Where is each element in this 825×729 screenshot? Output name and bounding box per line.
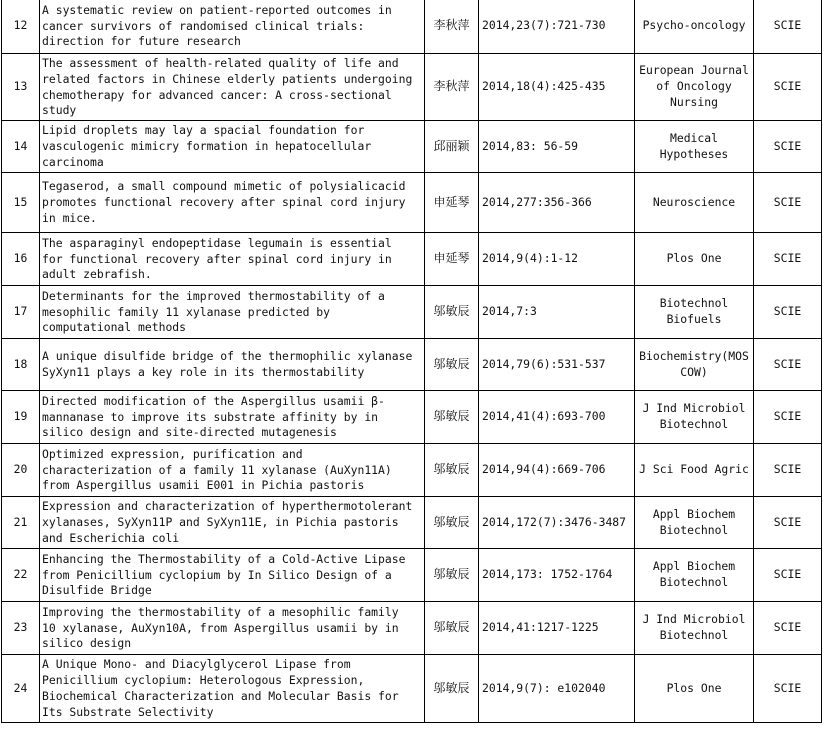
index-type: SCIE [754,549,822,602]
journal [635,54,754,121]
table-row [2,286,822,339]
journal [635,286,754,339]
author: 申延琴 [425,173,479,233]
title-line: SyXyn11 plays a key role in its thermostability [42,365,365,379]
title-line: Biochemical Characterization and Molecular Basis for [42,689,399,703]
journal-line: Biofuels [666,312,722,326]
row-number: 24 [2,655,40,723]
row-number: 13 [2,54,40,121]
title-line: mannanase to improve its substrate affinity by in [42,409,379,424]
journal [635,655,754,723]
title-line: Enhancing the Thermostability of a Cold-Active Lipase [42,551,406,566]
author: 邬敏辰 [425,286,479,339]
title-line: A Unique Mono- and Diacylglycerol Lipase from [42,657,351,672]
journal-line: Biotechnol [659,522,729,537]
journal [635,497,754,549]
journal-line: Nursing [669,94,718,109]
title-line: Tegaserod, a small compound mimetic of polysialicacid [42,179,406,194]
author: 李秋萍 [425,54,479,121]
journal-line: Medical [669,130,718,145]
journal [635,0,754,54]
title-line: A unique disulfide bridge of the thermophilic xylanase [42,349,413,364]
citation: 2014,173: 1752-1764 [479,549,635,602]
journal-line: Appl Biochem [652,506,736,521]
journal [635,233,754,286]
author: 邬敏辰 [425,444,479,497]
title-line: for functional recovery after spinal cord injury in [42,251,392,266]
citation: 2014,9(7): e102040 [479,655,635,723]
journal-line: J Sci Food Agric [639,462,749,477]
title-line: chemotherapy for advanced cancer: A cross-sectional [42,87,392,102]
journal [635,444,754,497]
table-row [2,444,822,497]
table-row [2,602,822,655]
row-number: 20 [2,444,40,497]
title-line: Improving the thermostability of a mesophilic family [42,604,399,619]
author: 李秋萍 [425,0,479,54]
title-line: Directed modification of the Aspergillus usamii β- [42,393,385,408]
title-line: direction for future research [42,34,241,49]
row-number: 17 [2,286,40,339]
journal-line: Psycho-oncology [642,18,746,33]
paper-title [40,173,425,233]
journal [635,391,754,444]
citation: 2014,41:1217-1225 [479,602,635,655]
citation: 2014,23(7):721-730 [479,0,635,54]
title-line: xylanases, SyXyn11P and SyXyn11E, in Pichia pastoris [42,515,399,530]
author: 邬敏辰 [425,339,479,391]
journal-line: Hypotheses [659,146,729,161]
author: 邬敏辰 [425,391,479,444]
journal [635,602,754,655]
index-type: SCIE [754,233,822,286]
table-row [2,121,822,173]
title-line: characterization of a family 11 xylanase (AuXyn11A) [42,462,392,477]
paper-title [40,391,425,444]
row-number: 12 [2,0,40,54]
index-type: SCIE [754,602,822,655]
paper-title [40,339,425,391]
row-number: 15 [2,173,40,233]
row-number: 16 [2,233,40,286]
journal-line: Appl Biochem [652,559,736,574]
title-line: cancer survivors of randomised clinical trials: [42,18,365,33]
author: 邬敏辰 [425,549,479,602]
citation: 2014,41(4):693-700 [479,391,635,444]
author: 邱丽颖 [425,121,479,173]
title-line: silico design [42,636,132,651]
journal-line: Biochemistry(MOS [639,348,749,363]
title-line: The asparaginyl endopeptidase legumain is essential [42,235,392,250]
table-row [2,173,822,233]
row-number: 23 [2,602,40,655]
table-row [2,54,822,121]
paper-title [40,444,425,497]
title-line: and Escherichia coli [42,530,180,545]
paper-title [40,0,425,54]
journal [635,173,754,233]
row-number: 18 [2,339,40,391]
table-row [2,339,822,391]
journal-line: of Oncology [656,79,732,94]
index-type: SCIE [754,655,822,723]
table-row [2,655,822,723]
paper-title [40,655,425,723]
title-line: vasculogenic mimicry formation in hepatocellular [42,139,372,154]
row-number: 19 [2,391,40,444]
paper-title [40,233,425,286]
index-type: SCIE [754,286,822,339]
paper-title [40,54,425,121]
title-line: The assessment of health-related quality of life and [42,55,399,70]
table-row [2,549,822,602]
author: 申延琴 [425,233,479,286]
publication-table [1,0,822,723]
citation: 2014,277:356-366 [479,173,635,233]
row-number: 21 [2,497,40,549]
journal [635,339,754,391]
index-type: SCIE [754,0,822,54]
citation: 2014,7:3 [479,286,635,339]
title-line: Expression and characterization of hyperthermotolerant [42,499,413,514]
author: 邬敏辰 [425,497,479,549]
index-type: SCIE [754,391,822,444]
index-type: SCIE [754,339,822,391]
citation: 2014,9(4):1-12 [479,233,635,286]
journal-line: Biotechnol [659,417,729,431]
index-type: SCIE [754,173,822,233]
title-line: computational methods [42,320,187,335]
paper-title [40,549,425,602]
title-line: mesophilic family 11 xylanase predicted by [42,304,331,319]
journal [635,121,754,173]
journal-line: European Journal [639,63,749,78]
title-line: in mice. [42,210,97,225]
paper-title [40,121,425,173]
row-number: 22 [2,549,40,602]
title-line: from Aspergillus usamii E001 in Pichia pastoris [42,478,365,493]
journal-line: Biotechnol [659,296,729,311]
author: 邬敏辰 [425,655,479,723]
index-type: SCIE [754,54,822,121]
journal-line: Biotechnol [659,575,729,589]
title-line: from Penicillium cyclopium by In Silico Design of a [42,567,392,582]
journal [635,549,754,602]
citation: 2014,79(6):531-537 [479,339,635,391]
title-line: Its Substrate Selectivity [42,704,214,719]
citation: 2014,172(7):3476-3487 [479,497,635,549]
publication-table-body [2,0,822,723]
author: 邬敏辰 [425,602,479,655]
title-line: adult zebrafish. [42,267,152,282]
table-row [2,391,822,444]
row-number: 14 [2,121,40,173]
title-line: 10 xylanase, AuXyn10A, from Aspergillus usamii by in [42,620,399,635]
journal-line: Plos One [666,680,722,695]
table-row [2,233,822,286]
table-row [2,497,822,549]
paper-title [40,497,425,549]
title-line: carcinoma [42,154,104,169]
journal-line: J Ind Microbiol [642,612,746,627]
title-line: silico design and site-directed mutagenesis [42,425,337,440]
title-line: related factors in Chinese elderly patients undergoing [42,71,413,86]
title-line: promotes functional recovery after spinal cord injury [42,195,406,210]
title-line: Lipid droplets may lay a spacial foundation for [42,123,365,138]
index-type: SCIE [754,497,822,549]
paper-title [40,286,425,339]
journal-line: Plos One [666,251,722,266]
journal-line: J Ind Microbiol [642,401,746,416]
table-row [2,0,822,54]
title-line: Disulfide Bridge [42,583,152,598]
citation: 2014,94(4):669-706 [479,444,635,497]
title-line: Determinants for the improved thermostability of a [42,288,385,303]
title-line: study [42,103,77,118]
journal-line: Neuroscience [652,194,736,209]
title-line: Penicillium cyclopium: Heterologous Expression, [42,673,365,688]
citation: 2014,83: 56-59 [479,121,635,173]
title-line: Optimized expression, purification and [42,446,303,461]
index-type: SCIE [754,444,822,497]
index-type: SCIE [754,121,822,173]
journal-line: Biotechnol [659,628,729,642]
paper-title [40,602,425,655]
journal-line: COW) [680,364,708,379]
title-line: A systematic review on patient-reported outcomes in [42,2,392,17]
citation: 2014,18(4):425-435 [479,54,635,121]
